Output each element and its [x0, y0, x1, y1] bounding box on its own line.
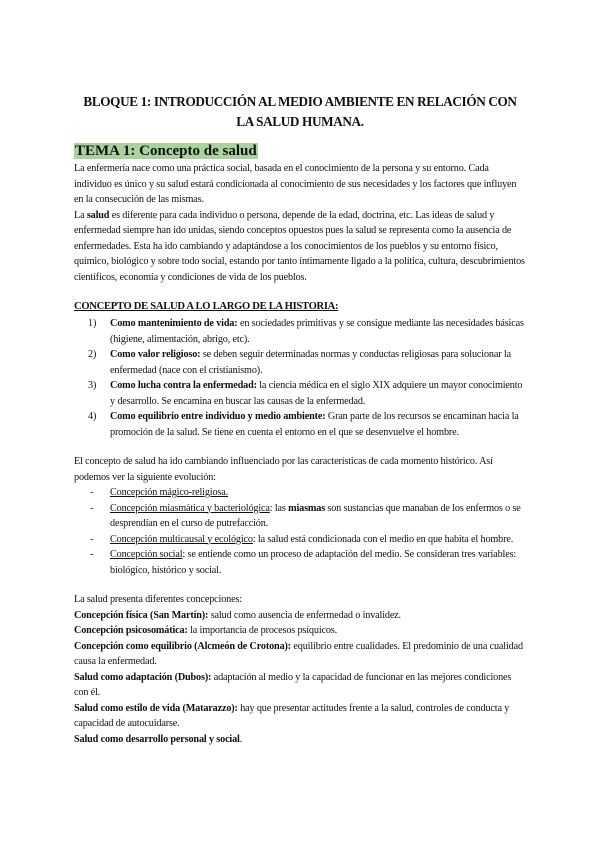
intro-paragraph-2: La salud es diferente para cada individuo o persona, depende de la edad, doctrina, etc. Las ideas de salud y enfermedad siempre han ido unidas, siendo conceptos opuestos pues la salud se representa como la ausencia de enfermedades. Esta ha ido cambiando y adaptándose a los conocimientos de los pueblos y su entorno físico, químico, biológico y sobre todo social, estando por tanto íntimamente ligado a la política, cultura, descubrimientos científicos, economía y condiciones de vida de los pueblos. [74, 209, 525, 283]
conceptions-intro: La salud presenta diferentes concepciones: [74, 594, 242, 605]
conception-item: Salud como adaptación (Dubos): adaptación al medio y la capacidad de funcionar en las mejores condiciones con él. [74, 671, 512, 698]
conception-item: Concepción como equilibrio (Alcmeón de Crotona): equilibrio entre cualidades. El predominio de una cualidad causa la enfermedad. [74, 640, 523, 667]
section-title-text: TEMA 1: Concepto de salud [75, 143, 257, 159]
list-item: - Concepción miasmática y bacteriológica: las miasmas son sustancias que manaban de los enfermos o se desprendían en el curso de putrefacción. [90, 502, 521, 529]
evolution-intro: El concepto de salud ha ido cambiando influenciado por las características de cada momento histórico. Así podemos ver la siguiente evolución: [74, 456, 493, 483]
list-item: 1) Como mantenimiento de vida: en sociedades primitivas y se consigue mediante las necesidades básicas (higiene, alimentación, abrigo, etc). [88, 318, 524, 345]
conception-item: Concepción física (San Martín): salud como ausencia de enfermedad o invalidez. [74, 609, 401, 621]
list-item: 2) Como valor religioso: se deben seguir determinadas normas y conductas religiosas para solucionar la enfermedad (nace con el cristianismo). [88, 349, 511, 376]
document-page [74, 92, 526, 747]
list-item: 3) Como lucha contra la enfermedad: la ciencia médica en el siglo XIX adquiere un mayor conocimiento y desarrollo. Se encamina en buscar las causas de la enfermedad. [88, 380, 523, 407]
list-item: - Concepción multicausal y ecológico: la salud está condicionada con el medio en que habita el hombre. [90, 533, 514, 545]
list-item: - Concepción social: se entiende como un proceso de adaptación del medio. Se consideran tres variables: biológico, histórico y social. [90, 549, 517, 576]
list-item: 4) Como equilibrio entre individuo y medio ambiente: Gran parte de los recursos se encaminan hacia la promoción de la salud. Se tiene en cuenta el entorno en el que se desenvuelve el hombre. [88, 411, 519, 438]
list-item: - Concepción mágico-religiosa. [90, 487, 229, 498]
section-title [74, 142, 526, 160]
conception-item: Salud como desarrollo personal y social. [74, 733, 243, 745]
document-title: BLOQUE 1: INTRODUCCIÓN AL MEDIO AMBIENTE EN RELACIÓN CON LA SALUD HUMANA. [83, 94, 517, 129]
evolution-list [74, 485, 526, 578]
intro-paragraph-1: La enfermería nace como una práctica social, basada en el conocimiento de la persona y su entorno. Cada individuo es único y su salud estará condicionada al conocimiento de sus necesidades y los factores que influyen en la consecución de las mismas. [74, 163, 517, 205]
history-list [74, 316, 526, 440]
history-heading: CONCEPTO DE SALUD A LO LARGO DE LA HISTORIA: [74, 301, 339, 312]
conception-item: Concepción psicosomática: la importancia de procesos psíquicos. [74, 625, 338, 636]
conception-item: Salud como estilo de vida (Matarazzo): hay que presentar actitudes frente a la salud, controles de conducta y capacidad de autocuidarse. [74, 702, 510, 729]
